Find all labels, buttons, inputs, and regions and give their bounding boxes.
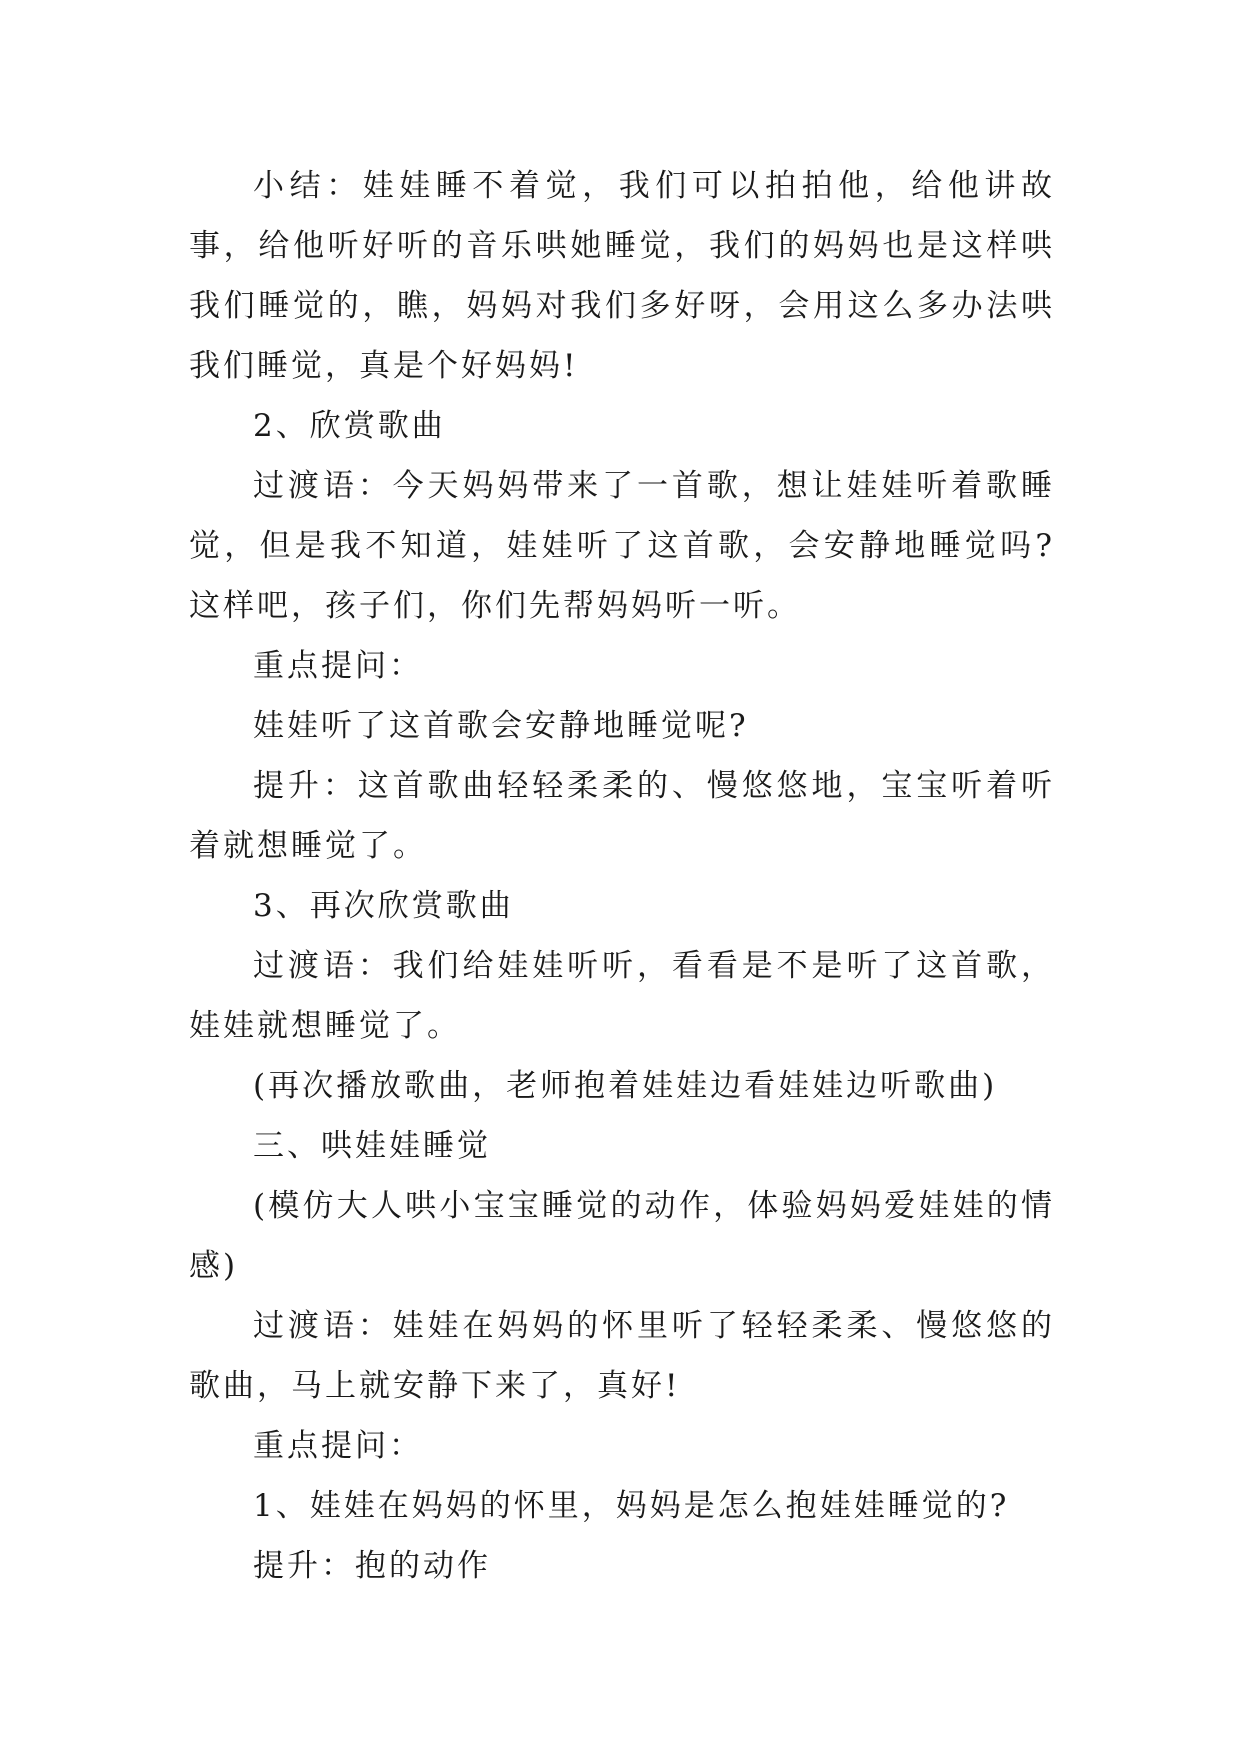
paragraph-summary: 小结：娃娃睡不着觉，我们可以拍拍他，给他讲故事，给他听好听的音乐哄她睡觉，我们的妈妈也是这样哄我们睡觉的，瞧，妈妈对我们多好呀，会用这么多办法哄我们睡觉，真是个好妈妈! [189,168,1055,384]
paragraph-improvement-1: 提升：这首歌曲轻轻柔柔的、慢悠悠地，宝宝听着听着就想睡觉了。 [189,768,1055,864]
paragraph-imitate-note: (模仿大人哄小宝宝睡觉的动作，体验妈妈爱娃娃的情感) [189,1188,1055,1284]
paragraph-play-note: (再次播放歌曲，老师抱着娃娃边看娃娃边听歌曲) [253,1068,998,1104]
paragraph-transition-2: 过渡语：我们给娃娃听听，看看是不是听了这首歌，娃娃就想睡觉了。 [189,948,1055,1044]
heading-coax-doll: 三、哄娃娃睡觉 [253,1128,491,1164]
paragraph-transition-3: 过渡语：娃娃在妈妈的怀里听了轻轻柔柔、慢悠悠的歌曲，马上就安静下来了，真好! [189,1308,1055,1404]
paragraph-transition-1: 过渡语：今天妈妈带来了一首歌，想让娃娃听着歌睡觉，但是我不知道，娃娃听了这首歌，会安静地睡觉吗?这样吧，孩子们，你们先帮妈妈听一听。 [189,468,1055,624]
document-body [189,156,1055,1596]
heading-appreciate-again: 3、再次欣赏歌曲 [253,888,514,924]
label-key-question-1: 重点提问： [253,648,423,684]
paragraph-improvement-2: 提升：抱的动作 [253,1548,491,1584]
label-key-question-2: 重点提问： [253,1428,423,1464]
paragraph-question-2: 1、娃娃在妈妈的怀里，妈妈是怎么抱娃娃睡觉的? [253,1488,1010,1524]
paragraph-question-1: 娃娃听了这首歌会安静地睡觉呢? [253,708,749,744]
heading-appreciate-song: 2、欣赏歌曲 [253,408,446,444]
